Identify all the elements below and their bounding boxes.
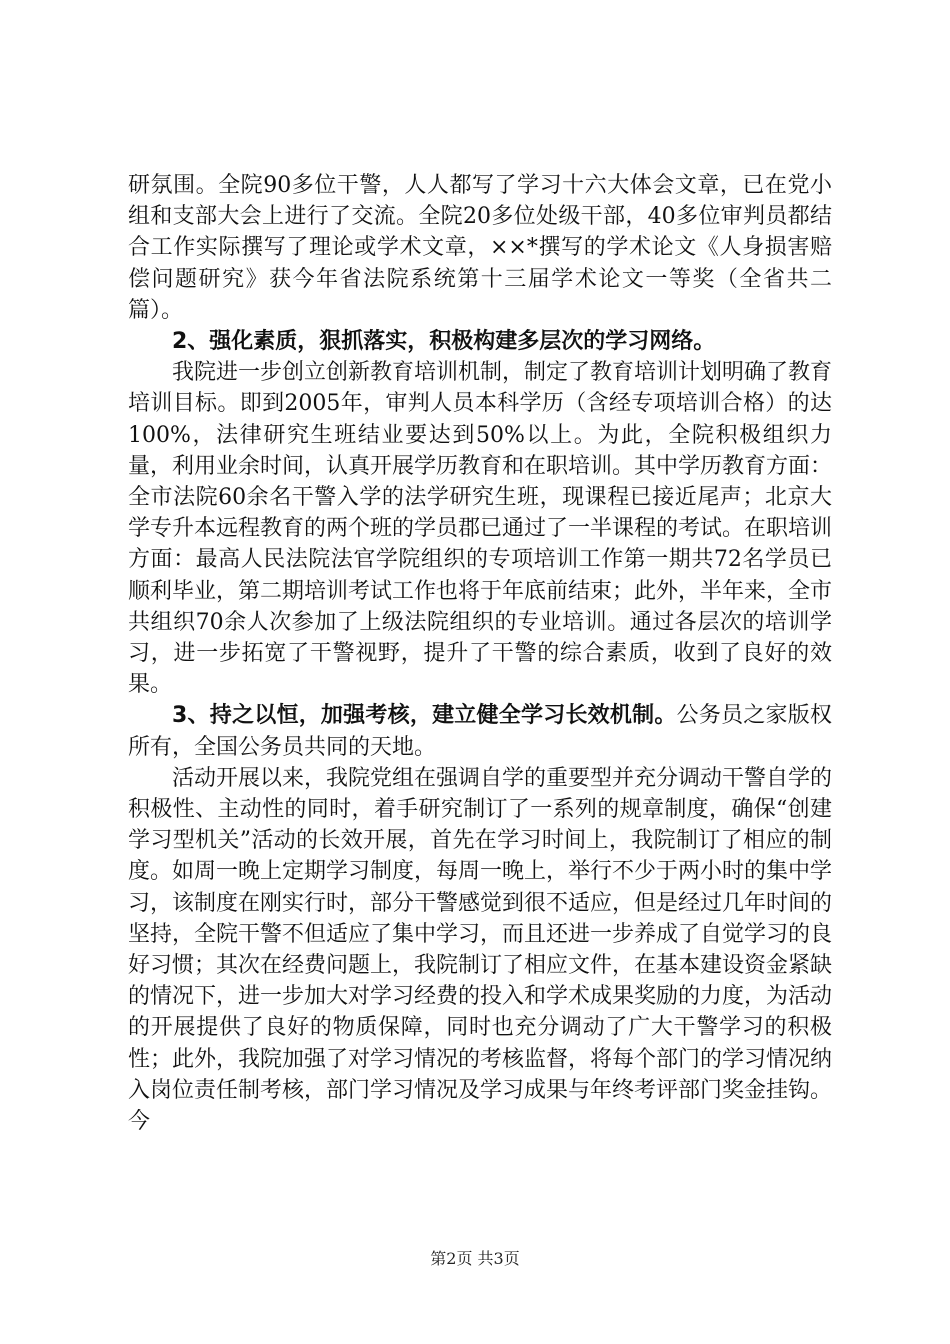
- page-number-footer: 第2页 共3页: [430, 1249, 520, 1268]
- paragraph-continuation: [128, 170, 832, 326]
- paragraph-training: [128, 357, 832, 700]
- heading-text: 3、持之以恒，加强考核，建立健全学习长效机制。: [172, 703, 677, 729]
- paragraph-text: 我院进一步创立创新教育培训机制，制定了教育培训计划明确了教育培训目标。即到2005年，审判人员本科学历（含经专项培训合格）的达100%，法律研究生班结业要达到50%以上。为此，全院积极组织力量，利用业余时间，认真开展学历教育和在职培训。其中学历教育方面：全市法院60余名干警入学的法学研究生班，现课程已接近尾声；北京大学专升本远程教育的两个班的学员郡已通过了一半课程的考试。在职培训方面：最高人民法院法官学院组织的专项培训工作第一期共72名学员已顺利毕业，第二期培训考试工作也将于年底前结束；此外，半年来，全市共组织70余人次参加了上级法院组织的专业培训。通过各层次的培训学习，进一步拓宽了干警视野，提升了干警的综合素质，收到了良好的效果。: [128, 360, 833, 698]
- paragraph-text: 活动开展以来，我院党组在强调自学的重要型并充分调动干警自学的积极性、主动性的同时，着手研究制订了一系列的规章制度，确保“创建学习型机关”活动的长效开展，首先在学习时间上，我院制订了相应的制度。如周一晚上定期学习制度，每周一晚上，举行不少于两小时的集中学习，该制度在刚实行时，部分干警感觉到很不适应，但是经过几年时间的坚持，全院干警不但适应了集中学习，而且还进一步养成了自觉学习的良好习惯；其次在经费问题上，我院制订了相应文件，在基本建设资金紧缺的情况下，进一步加大对学习经费的投入和学术成果奖励的力度，为活动的开展提供了良好的物质保障，同时也充分调动了广大干警学习的积极性；此外，我院加强了对学习情况的考核监督，将每个部门的学习情况纳入岗位责任制考核，部门学习情况及学习成果与年终考评部门奖金挂钩。今: [128, 765, 833, 1135]
- heading-trailing-text: 公务员之家版权所有，全国公务员共同的天地。: [128, 703, 832, 760]
- document-body: [128, 170, 832, 1137]
- paragraph-text: 研氛围。全院90多位干警，人人都写了学习十六大体会文章，已在党小组和支部大会上进行了交流。全院20多位处级干部，40多位审判员都结合工作实际撰写了理论或学术文章，××*撰写的学术论文《人身损害赔偿问题研究》获今年省法院系统第十三届学术论文一等奖（全省共二篇）。: [128, 173, 832, 323]
- section-heading-2: [128, 326, 832, 357]
- heading-text: 2、强化素质，狠抓落实，积极构建多层次的学习网络。: [172, 329, 716, 355]
- paragraph-mechanism: [128, 763, 832, 1137]
- section-heading-3: [128, 700, 832, 762]
